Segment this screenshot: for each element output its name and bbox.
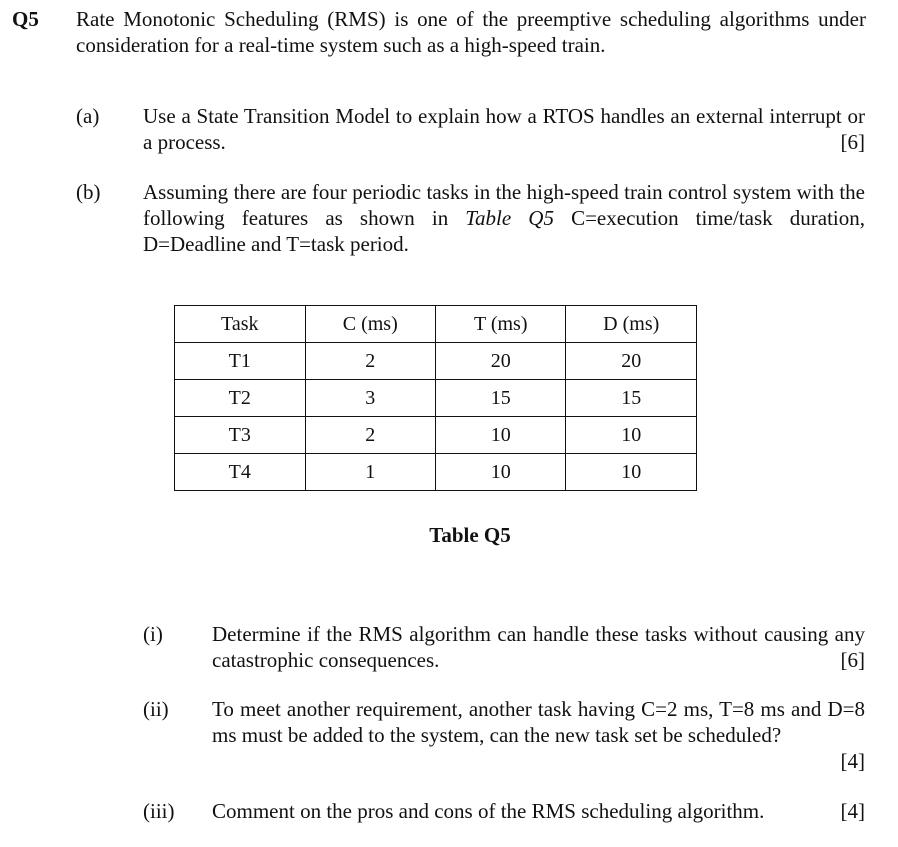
table-cell: 20	[435, 343, 565, 380]
part-b-text-after: C=execution time/task duration, D=Deadline and T=task period.	[143, 206, 865, 256]
table-cell: 2	[305, 343, 435, 380]
question-intro: Rate Monotonic Scheduling (RMS) is one of the preemptive scheduling algorithms under consideration for a real-time system such as a high-speed train.	[76, 7, 866, 57]
table-cell: T1	[175, 343, 306, 380]
sub-i-marks: [6]	[840, 648, 865, 672]
table-header: C (ms)	[305, 306, 435, 343]
table-cell: 20	[566, 343, 697, 380]
table-header: T (ms)	[435, 306, 565, 343]
part-a-marks: [6]	[840, 130, 865, 154]
part-b-text-before: Assuming there are four periodic tasks in the high-speed train control system with the following features as shown in	[143, 180, 865, 230]
table-cell: 10	[566, 417, 697, 454]
table-cell: 15	[566, 380, 697, 417]
table-cell: 10	[435, 454, 565, 491]
part-b-table-ref: Table Q5	[465, 206, 554, 230]
table-cell: 10	[435, 417, 565, 454]
task-table	[174, 305, 697, 491]
sub-i-label: (i)	[143, 622, 163, 646]
table-cell: 3	[305, 380, 435, 417]
table-caption: Table Q5	[429, 523, 511, 547]
sub-ii-marks: [4]	[840, 749, 865, 773]
sub-iii-marks: [4]	[840, 799, 865, 823]
part-b-label: (b)	[76, 180, 101, 204]
table-cell: T4	[175, 454, 306, 491]
table-cell: 10	[566, 454, 697, 491]
table-cell: 15	[435, 380, 565, 417]
table-cell: 1	[305, 454, 435, 491]
table-header: Task	[175, 306, 306, 343]
sub-iii-label: (iii)	[143, 799, 175, 823]
part-a-text: Use a State Transition Model to explain how a RTOS handles an external interrupt or a process.	[143, 104, 865, 154]
part-a-label: (a)	[76, 104, 100, 128]
table-cell: 2	[305, 417, 435, 454]
sub-i-text: Determine if the RMS algorithm can handle these tasks without causing any catastrophic consequences.	[212, 622, 865, 672]
part-b-text	[143, 179, 865, 257]
table-header-row	[175, 306, 697, 343]
sub-ii-label: (ii)	[143, 697, 169, 721]
question-number: Q5	[12, 7, 39, 31]
table-row	[175, 343, 697, 380]
table-header: D (ms)	[566, 306, 697, 343]
table-row	[175, 454, 697, 491]
table-row	[175, 417, 697, 454]
sub-ii-text: To meet another requirement, another task having C=2 ms, T=8 ms and D=8 ms must be added to the system, can the new task set be scheduled?	[212, 697, 865, 747]
table-cell: T3	[175, 417, 306, 454]
table-row	[175, 380, 697, 417]
table-cell: T2	[175, 380, 306, 417]
sub-iii-text: Comment on the pros and cons of the RMS scheduling algorithm.	[212, 799, 765, 823]
